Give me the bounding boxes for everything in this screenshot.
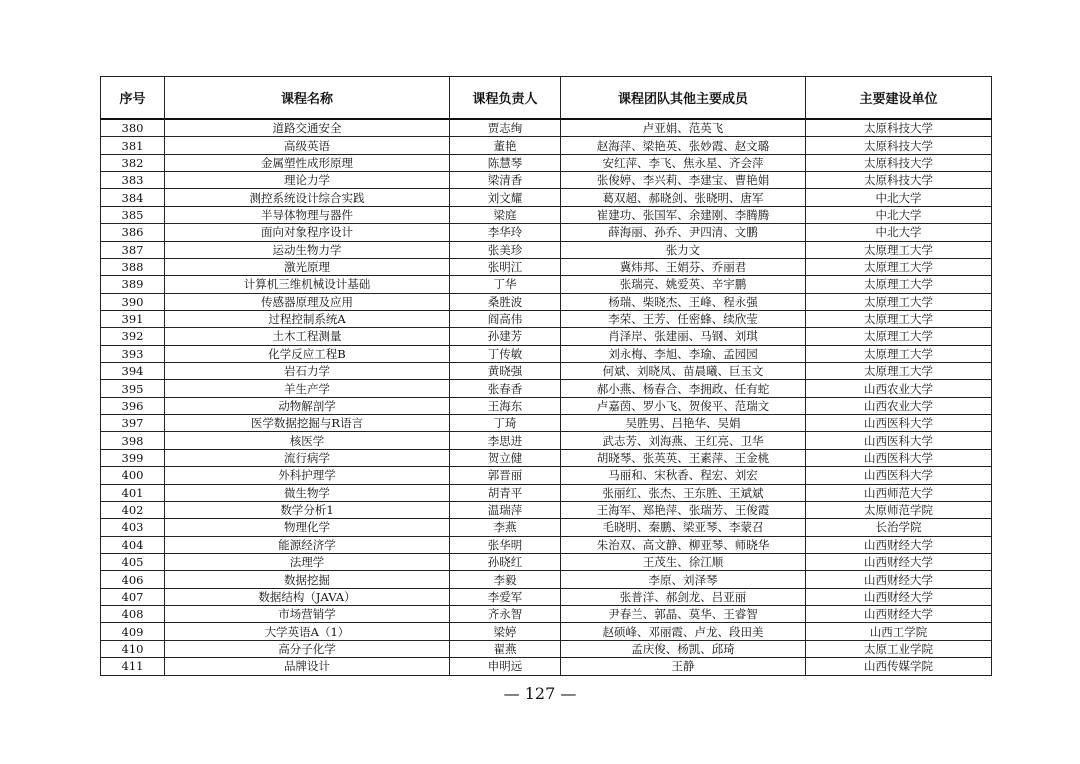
cell-institution: 山西财经大学 (806, 571, 992, 588)
table-row (101, 397, 992, 414)
table-row (101, 310, 992, 327)
table-row (101, 588, 992, 605)
cell-course-lead: 李思进 (450, 432, 561, 449)
table-row (101, 467, 992, 484)
cell-course-lead: 贾志绚 (450, 119, 561, 137)
cell-course-lead: 董艳 (450, 137, 561, 154)
cell-institution: 山西医科大学 (806, 415, 992, 432)
cell-course-name: 半导体物理与器件 (165, 206, 450, 223)
cell-index: 384 (101, 189, 165, 206)
cell-course-name: 羊生产学 (165, 380, 450, 397)
cell-course-lead: 郭晋丽 (450, 467, 561, 484)
cell-team-members: 张普洋、郝剑龙、吕亚丽 (561, 588, 806, 605)
table-row (101, 623, 992, 640)
cell-team-members: 刘永梅、李旭、李瑜、孟园园 (561, 345, 806, 362)
table-row (101, 189, 992, 206)
cell-institution: 太原理工大学 (806, 328, 992, 345)
cell-team-members: 孟庆俊、杨凯、邱琦 (561, 640, 806, 657)
cell-course-lead: 刘文耀 (450, 189, 561, 206)
cell-institution: 山西财经大学 (806, 553, 992, 570)
cell-team-members: 武志芳、刘海燕、王红亮、卫华 (561, 432, 806, 449)
cell-team-members: 李原、刘泽琴 (561, 571, 806, 588)
header-course-name: 课程名称 (165, 77, 450, 120)
cell-course-lead: 王海东 (450, 397, 561, 414)
cell-index: 381 (101, 137, 165, 154)
cell-course-lead: 温瑞萍 (450, 501, 561, 518)
cell-course-lead: 桑胜波 (450, 293, 561, 310)
cell-course-lead: 梁清香 (450, 172, 561, 189)
cell-team-members: 肖泽岸、张建丽、马钢、刘琪 (561, 328, 806, 345)
table-row (101, 345, 992, 362)
table-row (101, 415, 992, 432)
cell-team-members: 安红萍、李飞、焦永星、齐会萍 (561, 154, 806, 171)
cell-institution: 太原理工大学 (806, 276, 992, 293)
cell-index: 387 (101, 241, 165, 258)
cell-team-members: 李荣、王芳、任密蜂、续欣莹 (561, 310, 806, 327)
cell-course-lead: 李爱军 (450, 588, 561, 605)
cell-institution: 长治学院 (806, 519, 992, 536)
table-row (101, 536, 992, 553)
cell-team-members: 马丽和、宋秋香、程宏、刘宏 (561, 467, 806, 484)
cell-index: 402 (101, 501, 165, 518)
cell-index: 407 (101, 588, 165, 605)
table-row (101, 258, 992, 275)
table-row (101, 224, 992, 241)
cell-team-members: 葛双超、郝晓剑、张晓明、唐军 (561, 189, 806, 206)
cell-course-name: 能源经济学 (165, 536, 450, 553)
cell-course-name: 传感器原理及应用 (165, 293, 450, 310)
header-team-members: 课程团队其他主要成员 (561, 77, 806, 120)
cell-institution: 山西财经大学 (806, 588, 992, 605)
cell-course-name: 核医学 (165, 432, 450, 449)
cell-institution: 山西传媒学院 (806, 658, 992, 675)
cell-index: 398 (101, 432, 165, 449)
table-row (101, 154, 992, 171)
table-row (101, 553, 992, 570)
table-row (101, 363, 992, 380)
cell-course-name: 医学数据挖掘与R语言 (165, 415, 450, 432)
cell-team-members: 何斌、刘晓凤、苗晨曦、巨玉文 (561, 363, 806, 380)
cell-course-name: 动物解剖学 (165, 397, 450, 414)
cell-course-name: 面向对象程序设计 (165, 224, 450, 241)
cell-index: 392 (101, 328, 165, 345)
cell-course-name: 数据挖掘 (165, 571, 450, 588)
cell-institution: 中北大学 (806, 189, 992, 206)
header-institution: 主要建设单位 (806, 77, 992, 120)
cell-index: 406 (101, 571, 165, 588)
table-row (101, 571, 992, 588)
table-row (101, 449, 992, 466)
cell-course-name: 外科护理学 (165, 467, 450, 484)
cell-institution: 太原科技大学 (806, 154, 992, 171)
cell-index: 388 (101, 258, 165, 275)
cell-team-members: 赵海萍、梁艳英、张妙霞、赵文璐 (561, 137, 806, 154)
cell-course-name: 市场营销学 (165, 606, 450, 623)
cell-course-lead: 张美珍 (450, 241, 561, 258)
cell-team-members: 杨瑞、柴晓杰、王峰、程永强 (561, 293, 806, 310)
cell-team-members: 胡晓琴、张英英、王素萍、王金桃 (561, 449, 806, 466)
cell-index: 393 (101, 345, 165, 362)
cell-course-lead: 申明远 (450, 658, 561, 675)
cell-course-lead: 胡青平 (450, 484, 561, 501)
table-row (101, 640, 992, 657)
cell-institution: 山西农业大学 (806, 380, 992, 397)
cell-index: 389 (101, 276, 165, 293)
cell-index: 394 (101, 363, 165, 380)
cell-index: 385 (101, 206, 165, 223)
cell-course-lead: 黄晓强 (450, 363, 561, 380)
cell-course-name: 金属塑性成形原理 (165, 154, 450, 171)
cell-course-lead: 齐永智 (450, 606, 561, 623)
cell-course-name: 理论力学 (165, 172, 450, 189)
cell-team-members: 张瑞亮、姚爱英、辛宇鹏 (561, 276, 806, 293)
table-row (101, 658, 992, 675)
cell-index: 390 (101, 293, 165, 310)
cell-index: 386 (101, 224, 165, 241)
cell-team-members: 王静 (561, 658, 806, 675)
table-header-row (101, 77, 992, 120)
cell-index: 391 (101, 310, 165, 327)
table-row (101, 241, 992, 258)
cell-institution: 太原理工大学 (806, 293, 992, 310)
cell-team-members: 崔建功、张国军、余建刚、李腾腾 (561, 206, 806, 223)
cell-team-members: 张丽红、张杰、王东胜、王斌斌 (561, 484, 806, 501)
cell-course-name: 数据结构（JAVA） (165, 588, 450, 605)
cell-institution: 太原师范学院 (806, 501, 992, 518)
cell-institution: 山西医科大学 (806, 449, 992, 466)
cell-course-name: 激光原理 (165, 258, 450, 275)
cell-course-name: 高分子化学 (165, 640, 450, 657)
cell-team-members: 郝小燕、杨春合、李拥政、任有蛇 (561, 380, 806, 397)
cell-course-lead: 翟燕 (450, 640, 561, 657)
table-row (101, 432, 992, 449)
cell-course-name: 测控系统设计综合实践 (165, 189, 450, 206)
cell-course-name: 运动生物力学 (165, 241, 450, 258)
cell-team-members: 张俊婷、李兴莉、李建宝、曹艳娟 (561, 172, 806, 189)
cell-course-name: 化学反应工程B (165, 345, 450, 362)
cell-team-members: 尹春兰、郭晶、莫华、王睿智 (561, 606, 806, 623)
cell-institution: 山西财经大学 (806, 606, 992, 623)
table-row (101, 606, 992, 623)
cell-course-lead: 李燕 (450, 519, 561, 536)
cell-institution: 山西农业大学 (806, 397, 992, 414)
cell-course-name: 微生物学 (165, 484, 450, 501)
cell-institution: 太原科技大学 (806, 137, 992, 154)
cell-index: 411 (101, 658, 165, 675)
cell-course-name: 大学英语A（1） (165, 623, 450, 640)
cell-course-lead: 孙晓红 (450, 553, 561, 570)
cell-course-lead: 李毅 (450, 571, 561, 588)
cell-index: 410 (101, 640, 165, 657)
cell-team-members: 卢嘉茵、罗小飞、贺俊平、范瑞文 (561, 397, 806, 414)
cell-course-lead: 张明江 (450, 258, 561, 275)
cell-course-name: 品牌设计 (165, 658, 450, 675)
cell-index: 409 (101, 623, 165, 640)
cell-institution: 山西财经大学 (806, 536, 992, 553)
cell-team-members: 朱治双、高文静、柳亚琴、师晓华 (561, 536, 806, 553)
table-row (101, 206, 992, 223)
cell-team-members: 吴胜男、吕艳华、吴娟 (561, 415, 806, 432)
cell-course-lead: 李华玲 (450, 224, 561, 241)
cell-institution: 太原科技大学 (806, 172, 992, 189)
cell-index: 396 (101, 397, 165, 414)
table-row (101, 380, 992, 397)
table-row (101, 172, 992, 189)
cell-index: 399 (101, 449, 165, 466)
table-row (101, 137, 992, 154)
cell-course-lead: 阎高伟 (450, 310, 561, 327)
table-row (101, 293, 992, 310)
cell-institution: 太原理工大学 (806, 310, 992, 327)
cell-course-name: 高级英语 (165, 137, 450, 154)
cell-index: 380 (101, 119, 165, 137)
cell-course-name: 数学分析1 (165, 501, 450, 518)
table-row (101, 328, 992, 345)
cell-institution: 太原理工大学 (806, 345, 992, 362)
table-row (101, 484, 992, 501)
table-row (101, 501, 992, 518)
course-table (100, 76, 992, 676)
cell-team-members: 毛晓明、秦鹏、梁亚琴、李蒙召 (561, 519, 806, 536)
cell-index: 404 (101, 536, 165, 553)
cell-institution: 山西工学院 (806, 623, 992, 640)
cell-course-name: 土木工程测量 (165, 328, 450, 345)
cell-team-members: 王茂生、徐江顺 (561, 553, 806, 570)
table-row (101, 276, 992, 293)
cell-team-members: 冀炜邦、王娟芬、乔丽君 (561, 258, 806, 275)
cell-institution: 山西医科大学 (806, 467, 992, 484)
table-body (101, 119, 992, 675)
cell-institution: 太原理工大学 (806, 363, 992, 380)
cell-course-lead: 丁琦 (450, 415, 561, 432)
cell-course-name: 物理化学 (165, 519, 450, 536)
cell-course-name: 法理学 (165, 553, 450, 570)
cell-index: 383 (101, 172, 165, 189)
cell-course-name: 计算机三维机械设计基础 (165, 276, 450, 293)
cell-index: 397 (101, 415, 165, 432)
cell-course-lead: 贺立健 (450, 449, 561, 466)
cell-course-lead: 孙建芳 (450, 328, 561, 345)
header-index: 序号 (101, 77, 165, 120)
cell-course-name: 道路交通安全 (165, 119, 450, 137)
cell-institution: 中北大学 (806, 224, 992, 241)
page-number: — 127 — (503, 684, 577, 703)
cell-index: 395 (101, 380, 165, 397)
table-row (101, 519, 992, 536)
cell-index: 382 (101, 154, 165, 171)
cell-course-lead: 张春香 (450, 380, 561, 397)
cell-course-lead: 梁庭 (450, 206, 561, 223)
cell-course-name: 流行病学 (165, 449, 450, 466)
cell-institution: 太原理工大学 (806, 258, 992, 275)
cell-index: 405 (101, 553, 165, 570)
cell-course-lead: 陈慧琴 (450, 154, 561, 171)
cell-course-lead: 丁传敏 (450, 345, 561, 362)
cell-institution: 太原工业学院 (806, 640, 992, 657)
cell-institution: 中北大学 (806, 206, 992, 223)
cell-course-name: 过程控制系统A (165, 310, 450, 327)
cell-index: 401 (101, 484, 165, 501)
cell-course-lead: 梁婷 (450, 623, 561, 640)
table-row (101, 119, 992, 137)
cell-institution: 太原科技大学 (806, 119, 992, 137)
cell-team-members: 卢亚娟、范英飞 (561, 119, 806, 137)
cell-institution: 山西师范大学 (806, 484, 992, 501)
cell-course-lead: 张华明 (450, 536, 561, 553)
cell-index: 400 (101, 467, 165, 484)
cell-index: 403 (101, 519, 165, 536)
cell-team-members: 赵硕峰、邓丽霞、卢龙、段田美 (561, 623, 806, 640)
cell-team-members: 张力文 (561, 241, 806, 258)
cell-institution: 山西医科大学 (806, 432, 992, 449)
cell-index: 408 (101, 606, 165, 623)
cell-team-members: 薛海丽、孙乔、尹四清、文鹏 (561, 224, 806, 241)
header-course-lead: 课程负责人 (450, 77, 561, 120)
cell-institution: 太原理工大学 (806, 241, 992, 258)
cell-team-members: 王海军、郑艳萍、张瑞芳、王俊霞 (561, 501, 806, 518)
cell-course-lead: 丁华 (450, 276, 561, 293)
cell-course-name: 岩石力学 (165, 363, 450, 380)
